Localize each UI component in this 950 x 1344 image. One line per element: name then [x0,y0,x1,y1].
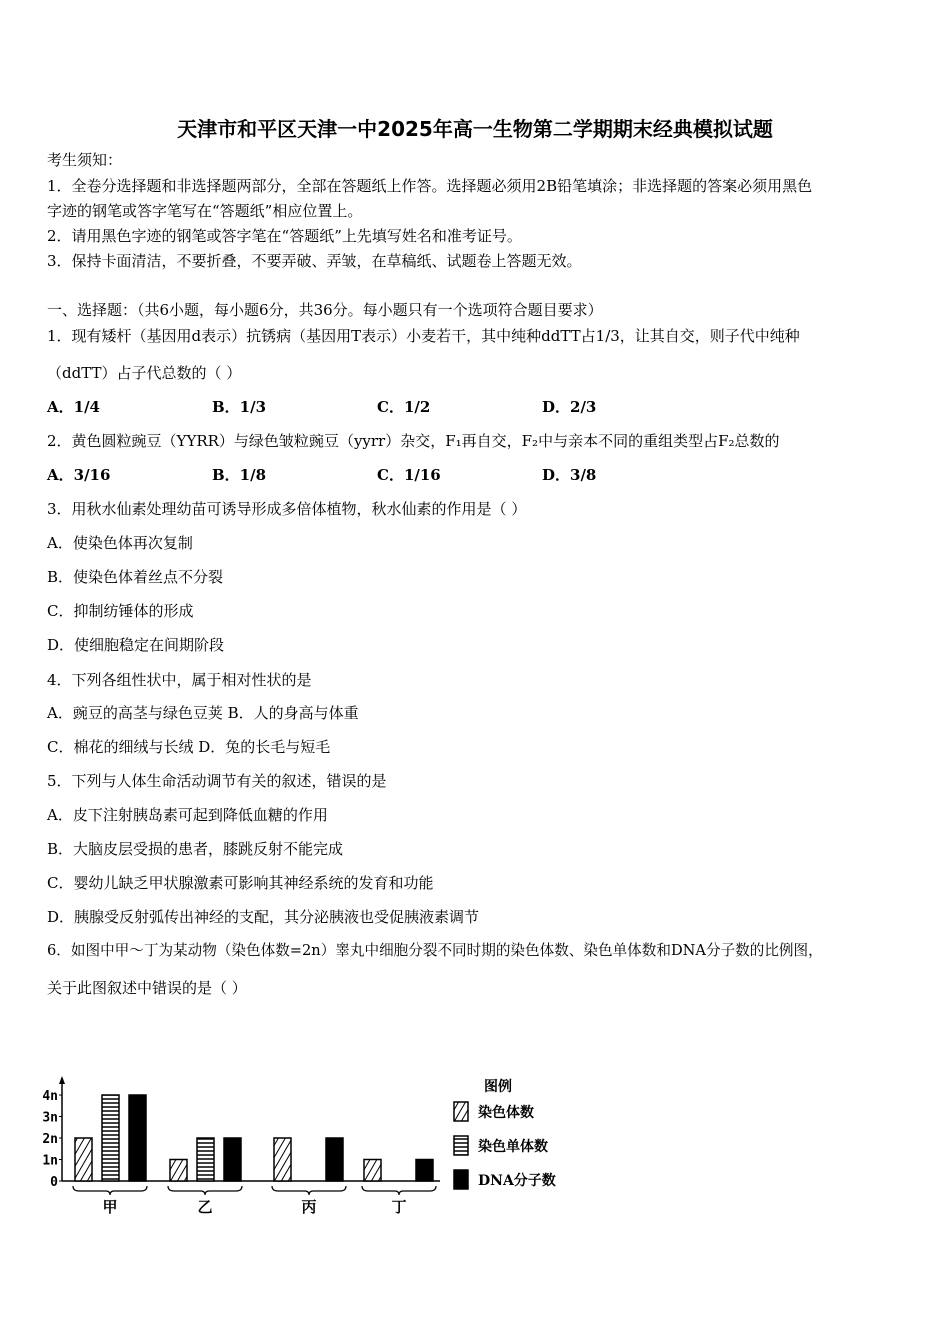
legend-label: 染色体数 [478,1105,534,1121]
option: A．使染色体再次复制 [47,534,193,552]
section-heading: 一、选择题：（共6小题，每小题6分，共36分。每小题只有一个选项符合题目要求） [47,301,603,319]
question-1-cont: （ddTT）占子代总数的（ ） [47,364,242,382]
option: C．婴幼儿缺乏甲状腺激素可影响其神经系统的发育和功能 [47,874,434,892]
legend-title: 图例 [484,1079,512,1095]
y-axis-arrow [59,1076,65,1084]
question-3: 3．用秋水仙素处理幼苗可诱导形成多倍体植物，秋水仙素的作用是（ ） [47,500,527,518]
bar-diagonal [170,1160,187,1182]
option: C．棉花的细绒与长绒 D．兔的长毛与短毛 [47,738,331,756]
option: C．1/2 [377,398,431,416]
notice-item: 2．请用黑色字迹的钢笔或答字笔在“答题纸”上先填写姓名和准考证号。 [47,227,522,245]
y-tick-label: 1n [42,1153,58,1169]
category-brace [362,1186,436,1195]
question-2: 2．黄色圆粒豌豆（YYRR）与绿色皱粒豌豆（yyrr）杂交，F₁再自交，F₂中与亲本不同的重组类型占F₂总数的 [47,432,780,450]
bar-diagonal [75,1138,92,1181]
option: A．3/16 [47,466,111,484]
option: D．胰腺受反射弧传出神经的支配，其分泌胰液也受促胰液素调节 [47,908,480,926]
category-brace [272,1186,346,1195]
legend-swatch [454,1136,468,1155]
bar-solid [416,1160,433,1182]
category-label: 丙 [301,1198,317,1216]
bar-solid [326,1138,343,1181]
option: B．使染色体着丝点不分裂 [47,568,224,586]
category-brace [168,1186,242,1195]
question-1: 1．现有矮杆（基因用d表示）抗锈病（基因用T表示）小麦若干，其中纯种ddTT占1/3，让其自交，则子代中纯种 [47,327,800,345]
option: B．大脑皮层受损的患者，膝跳反射不能完成 [47,840,344,858]
legend-swatch [454,1170,468,1189]
category-label: 乙 [197,1198,213,1216]
option: D．3/8 [542,466,597,484]
option: A．1/4 [47,398,100,416]
option: B．1/8 [212,466,267,484]
category-brace [73,1186,147,1195]
bar-diagonal [274,1138,291,1181]
y-tick-label: 4n [42,1089,58,1104]
notice-heading: 考生须知： [47,151,123,169]
bar-chart [40,1070,580,1220]
question-4: 4．下列各组性状中，属于相对性状的是 [47,671,312,689]
bar-solid [224,1138,241,1181]
legend-swatch [454,1102,468,1121]
question-5: 5．下列与人体生命活动调节有关的叙述，错误的是 [47,772,387,790]
option: C．抑制纺锤体的形成 [47,602,194,620]
option: D．使细胞稳定在间期阶段 [47,636,225,654]
option: A．豌豆的高茎与绿色豆荚 B．人的身高与体重 [47,704,359,722]
legend-label: 染色单体数 [478,1139,548,1155]
bar-horizontal [197,1138,214,1181]
option: C．1/16 [377,466,441,484]
y-tick-label: 2n [42,1132,58,1147]
option: B．1/3 [212,398,267,416]
legend-label: DNA分子数 [478,1173,556,1189]
option: A．皮下注射胰岛素可起到降低血糖的作用 [47,806,328,824]
notice-item: 字迹的钢笔或答字笔写在“答题纸”相应位置上。 [47,202,363,220]
question-6-cont: 关于此图叙述中错误的是（ ） [47,979,247,997]
category-label: 甲 [102,1198,118,1216]
bar-horizontal [102,1095,119,1181]
page-title: 天津市和平区天津一中2025年高一生物第二学期期末经典模拟试题 [177,117,773,141]
option: D．2/3 [542,398,597,416]
y-tick-label: 0 [50,1175,58,1190]
notice-item: 1．全卷分选择题和非选择题两部分，全部在答题纸上作答。选择题必须用2B铅笔填涂；非选择题的答案必须用黑色 [47,177,813,195]
question-6: 6．如图中甲～丁为某动物（染色体数=2n）睾丸中细胞分裂不同时期的染色体数、染色单体数和DNA分子数的比例图， [47,942,823,959]
notice-item: 3．保持卡面清洁，不要折叠，不要弄破、弄皱，在草稿纸、试题卷上答题无效。 [47,252,582,270]
y-tick-label: 3n [42,1110,58,1126]
category-label: 丁 [391,1198,407,1216]
bar-diagonal [364,1160,381,1182]
bar-solid [129,1095,146,1181]
